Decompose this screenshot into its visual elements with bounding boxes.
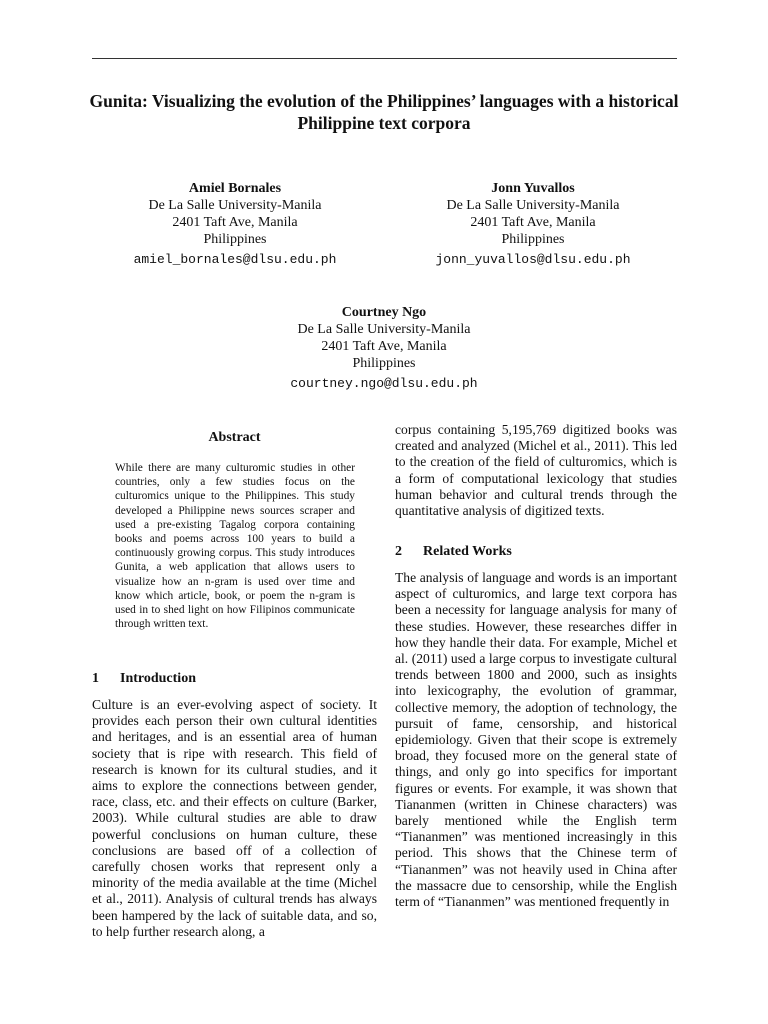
author-email[interactable]: jonn_yuvallos@dlsu.edu.ph — [435, 252, 631, 267]
introduction-text: Culture is an ever-evolving aspect of society. It provides each person their own cultural identities and heritages, and is an essential area of human society that is ripe with research. This field of research is known for its cultural studies, and it aims to explore the connections between gender, race, class, etc. and their effects on culture (Barker, 2003). While cultural studies are able to draw powerful conclusions on human culture, these conclusions are based off of a collection of carefully chosen works that represent only a minority of the media available at the time (Michel et al., 2011). Analysis of cultural trends has always been hampered by the lack of suitable data, and so, to help further research along, a — [92, 697, 377, 939]
author-name: Jonn Yuvallos — [491, 181, 575, 196]
paper-title: Gunita: Visualizing the evolution of the Philippines’ languages with a historical Philippine text corpora — [89, 91, 679, 133]
author-email[interactable]: courtney.ngo@dlsu.edu.ph — [290, 376, 478, 391]
section-heading-introduction — [92, 670, 196, 687]
author-affiliation: De La Salle University-Manila — [297, 322, 471, 337]
section-title: Related Works — [423, 544, 512, 559]
author-block-1 — [110, 180, 360, 268]
author-country: Philippines — [501, 232, 565, 247]
abstract-text: While there are many culturomic studies in other countries, only a few studies focus on the culturomics unique to the Philippines. This study developed a Philippine news sources scraper and used a pre-existing Tagalog corpora containing books and poems across 100 years to build a continuously growing corpus. This study introduces Gunita, a web application that allows users to visualize how an n-gram is used over time and know which article, book, or poem the n-gram is used in to shed light on how Filipinos communicate through written text. — [115, 462, 355, 631]
author-name: Amiel Bornales — [188, 181, 282, 196]
introduction-continuation: corpus containing 5,195,769 digitized books was created and analyzed (Michel et al., 2011). This led to the creation of the field of culturomics, which is a form of computational lexicology that studies human behavior and cultural trends through the quantitative analysis of digitized texts. — [395, 422, 677, 519]
author-affiliation: De La Salle University-Manila — [446, 198, 620, 213]
author-country: Philippines — [352, 356, 416, 371]
author-address: 2401 Taft Ave, Manila — [172, 215, 298, 230]
author-block-3 — [259, 304, 509, 392]
related-works-text: The analysis of language and words is an important aspect of culturomics, and large text corpora has been a necessity for language analysis for many of these studies. However, these researches differ in how they handle their data. For example, Michel et al. (2011) used a large corpus to investigate cultural trends between 1800 and 2000, such as insights into lexicography, the evolution of grammar, collective memory, the adoption of technology, the pursuit of fame, censorship, and historical epidemiology. Given that their scope is extremely broad, they focused more on the general state of things, and only go into specifics for important figures or events. For example, it was shown that Tiananmen (written in Chinese characters) was barely mentioned while the English term “Tiananmen” was mentioned increasingly in this period. This shows that the Chinese term of “Tiananmen” was not heavily used in China after the massacre due to censorship, while the English term of “Tiananmen” was mentioned frequently in — [395, 570, 677, 910]
author-affiliation: De La Salle University-Manila — [148, 198, 322, 213]
section-title: Introduction — [120, 671, 196, 686]
header-rule — [92, 58, 677, 59]
author-country: Philippines — [203, 232, 267, 247]
section-number: 1 — [92, 671, 99, 686]
author-address: 2401 Taft Ave, Manila — [321, 339, 447, 354]
section-heading-related-works — [395, 543, 512, 560]
author-name: Courtney Ngo — [341, 305, 427, 320]
section-number: 2 — [395, 544, 402, 559]
abstract-heading: Abstract — [208, 430, 261, 445]
author-address: 2401 Taft Ave, Manila — [470, 215, 596, 230]
author-email[interactable]: amiel_bornales@dlsu.edu.ph — [133, 252, 337, 267]
author-block-2 — [408, 180, 658, 268]
